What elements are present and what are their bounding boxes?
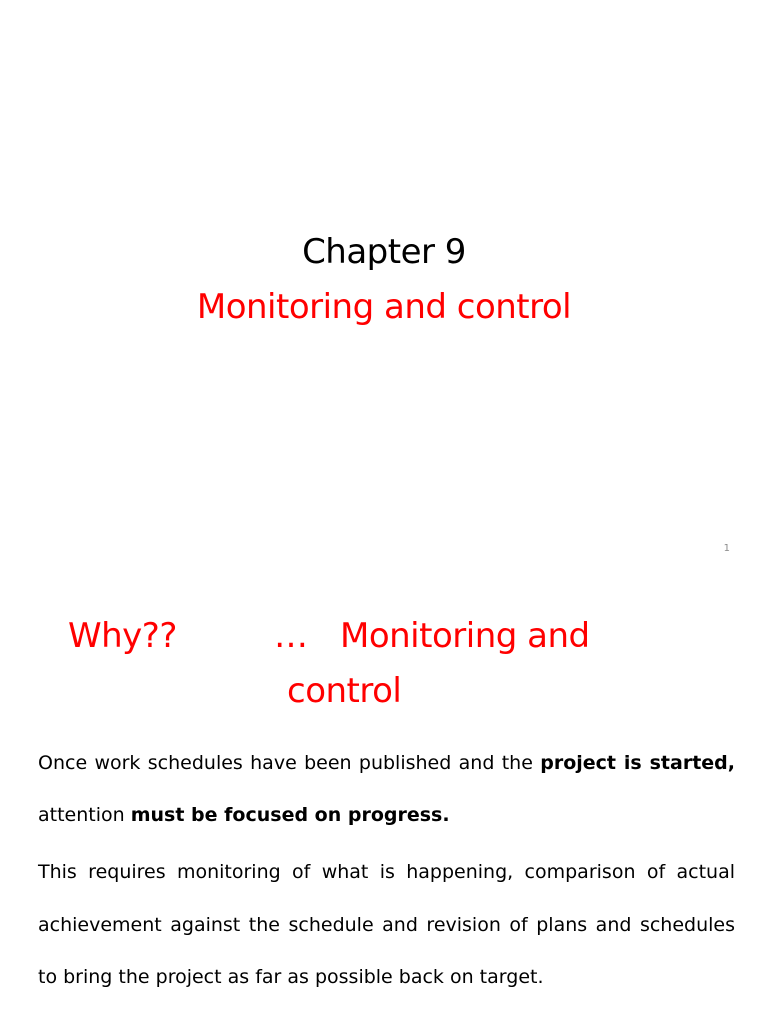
paragraph-monitoring: This requires monitoring of what is happening, comparison of actual achievement against the schedule and revision of plans and schedules to bring the project as far as possible back on target. (38, 861, 735, 988)
content-slide (0, 576, 768, 1024)
heading-ellipsis: … (274, 616, 308, 656)
page-number: 1 (723, 543, 730, 554)
heading-main: Monitoring and (340, 616, 590, 656)
para1-text-2: attention (38, 804, 131, 826)
para1-bold-2: must be focused on progress. (130, 804, 450, 826)
para1-text-1: Once work schedules have been published and the (38, 752, 541, 774)
chapter-title: Chapter 9 (302, 232, 466, 272)
heading-why: Why?? (68, 616, 177, 656)
paragraph-progress (38, 737, 735, 841)
para1-bold-1: project is started, (540, 752, 735, 774)
heading-continuation: control (287, 671, 402, 711)
chapter-subtitle: Monitoring and control (196, 287, 572, 327)
